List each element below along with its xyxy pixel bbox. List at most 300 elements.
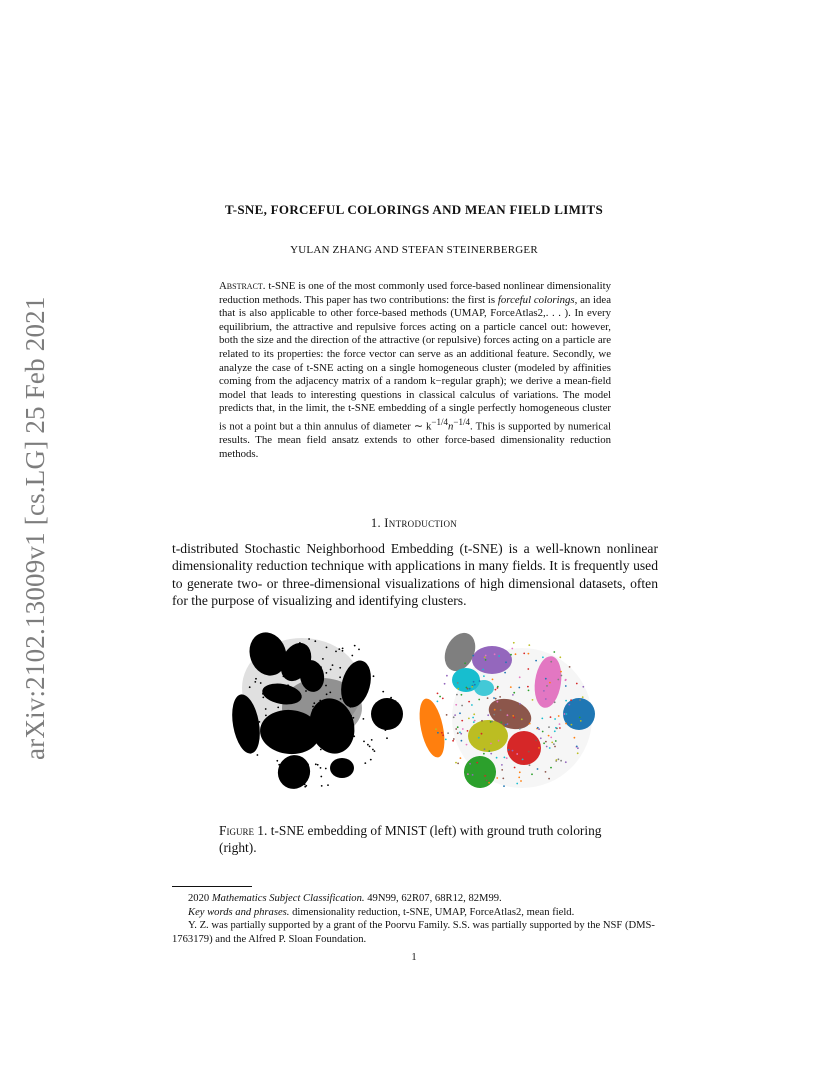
scatter-point (345, 724, 347, 726)
scatter-point (490, 721, 492, 723)
scatter-point (287, 653, 289, 655)
scatter-point (326, 672, 328, 674)
scatter-point (493, 714, 495, 716)
scatter-point (483, 753, 485, 755)
scatter-point (466, 687, 468, 689)
figure-1 (222, 628, 612, 798)
scatter-point (574, 737, 576, 739)
scatter-point (522, 759, 524, 761)
scatter-point (314, 708, 316, 710)
scatter-point (254, 681, 256, 683)
scatter-point (558, 715, 560, 717)
scatter-point (455, 704, 457, 706)
scatter-point (554, 701, 556, 703)
cluster-red (507, 731, 541, 765)
scatter-point (307, 764, 309, 766)
scatter-point (546, 685, 548, 687)
scatter-point (386, 737, 388, 739)
scatter-point (277, 707, 279, 709)
scatter-point (342, 650, 344, 652)
scatter-point (274, 661, 276, 663)
scatter-point (275, 690, 277, 692)
cluster-orange (415, 696, 449, 759)
scatter-point (504, 672, 506, 674)
scatter-point (501, 764, 503, 766)
scatter-point (455, 762, 457, 764)
scatter-point (262, 697, 264, 699)
scatter-point (505, 724, 507, 726)
scatter-point (487, 697, 489, 699)
scatter-point (308, 740, 310, 742)
scatter-point (557, 679, 559, 681)
scatter-point (535, 740, 537, 742)
scatter-point (472, 655, 474, 657)
scatter-point (347, 743, 349, 745)
scatter-point (325, 685, 327, 687)
scatter-point (554, 746, 556, 748)
scatter-point (501, 769, 503, 771)
scatter-point (367, 744, 369, 746)
scatter-point (365, 670, 367, 672)
paper-authors: YULAN ZHANG AND STEFAN STEINERBERGER (290, 244, 538, 256)
scatter-point (395, 700, 397, 702)
scatter-point (471, 686, 473, 688)
scatter-point (332, 664, 334, 666)
scatter-point (494, 653, 496, 655)
scatter-point (446, 675, 448, 677)
footnote-funding: Y. Z. was partially supported by a grant of the Poorvu Family. S.S. was partially supported by the NSF (DMS-1763179) and the Alfred P. Sloan Foundation. (172, 920, 655, 945)
scatter-point (478, 737, 480, 739)
scatter-point (565, 685, 567, 687)
scatter-point (518, 777, 520, 779)
scatter-point (358, 698, 360, 700)
scatter-point (288, 739, 290, 741)
scatter-point (485, 659, 487, 661)
scatter-point (548, 778, 550, 780)
scatter-point (274, 719, 276, 721)
scatter-point (549, 682, 551, 684)
scatter-point (320, 666, 322, 668)
footnote-rule (172, 886, 252, 887)
scatter-point (292, 657, 294, 659)
scatter-point (441, 732, 443, 734)
scatter-point (264, 721, 266, 723)
scatter-point (561, 675, 563, 677)
scatter-point (313, 681, 315, 683)
scatter-point (468, 718, 470, 720)
scatter-point (306, 648, 308, 650)
scatter-point (369, 746, 371, 748)
scatter-point (339, 667, 341, 669)
scatter-point (510, 654, 512, 656)
scatter-point (363, 741, 365, 743)
scatter-point (528, 653, 530, 655)
abstract (219, 280, 611, 461)
scatter-point (275, 652, 277, 654)
scatter-point (512, 715, 514, 717)
scatter-point (541, 718, 543, 720)
scatter-point (506, 757, 508, 759)
scatter-point (342, 648, 344, 650)
scatter-point (495, 689, 497, 691)
scatter-point (479, 680, 481, 682)
scatter-point (385, 729, 387, 731)
scatter-point (485, 655, 487, 657)
scatter-point (555, 727, 557, 729)
scatter-point (285, 722, 287, 724)
scatter-point (467, 730, 469, 732)
scatter-point (504, 757, 506, 759)
scatter-point (461, 720, 463, 722)
scatter-point (317, 764, 319, 766)
scatter-point (490, 753, 492, 755)
arxiv-identifier-stamp: arXiv:2102.13009v1 [cs.LG] 25 Feb 2021 (20, 296, 50, 760)
abstract-exponent-1: −1/4 (431, 416, 448, 427)
scatter-point (529, 723, 531, 725)
scatter-point (553, 651, 555, 653)
scatter-point (527, 686, 529, 688)
scatter-point (484, 748, 486, 750)
scatter-point (481, 733, 483, 735)
scatter-point (473, 721, 475, 723)
scatter-point (488, 750, 490, 752)
scatter-point (565, 679, 567, 681)
scatter-point (355, 667, 357, 669)
scatter-point (529, 764, 531, 766)
scatter-point (457, 763, 459, 765)
scatter-point (301, 769, 303, 771)
scatter-point (564, 713, 566, 715)
scatter-point (478, 699, 480, 701)
scatter-point (502, 778, 504, 780)
scatter-point (290, 661, 292, 663)
scatter-point (513, 692, 515, 694)
scatter-point (283, 676, 285, 678)
scatter-point (442, 734, 444, 736)
scatter-point (559, 727, 561, 729)
scatter-point (537, 727, 539, 729)
scatter-point (496, 757, 498, 759)
scatter-point (320, 749, 322, 751)
scatter-point (351, 655, 353, 657)
footnote-msc-label: Mathematics Subject Classification. (211, 893, 365, 904)
scatter-point (497, 701, 499, 703)
scatter-point (469, 763, 471, 765)
scatter-point (550, 661, 552, 663)
scatter-point (265, 715, 267, 717)
scatter-point (322, 658, 324, 660)
scatter-point (550, 737, 552, 739)
scatter-point (551, 742, 553, 744)
scatter-point (582, 696, 584, 698)
scatter-point (265, 654, 267, 656)
scatter-point (545, 698, 547, 700)
scatter-point (519, 771, 521, 773)
scatter-point (513, 717, 515, 719)
abstract-emphasis: forceful colorings (497, 293, 575, 306)
scatter-point (519, 676, 521, 678)
scatter-point (474, 684, 476, 686)
scatter-point (499, 696, 501, 698)
scatter-point (560, 760, 562, 762)
scatter-point (439, 696, 441, 698)
scatter-point (318, 742, 320, 744)
scatter-point (495, 698, 497, 700)
scatter-point (289, 759, 291, 761)
scatter-point (466, 744, 468, 746)
scatter-point (373, 675, 375, 677)
scatter-point (344, 743, 346, 745)
scatter-point (516, 753, 518, 755)
scatter-point (371, 739, 373, 741)
scatter-point (546, 746, 548, 748)
scatter-point (312, 709, 314, 711)
scatter-point (486, 780, 488, 782)
scatter-point (358, 649, 360, 651)
scatter-point (453, 738, 455, 740)
scatter-point (329, 692, 331, 694)
scatter-point (247, 742, 249, 744)
scatter-point (474, 720, 476, 722)
scatter-point (468, 701, 470, 703)
scatter-point (285, 698, 287, 700)
scatter-point (294, 784, 296, 786)
scatter-point (321, 743, 323, 745)
scatter-point (528, 690, 530, 692)
scatter-point (255, 678, 257, 680)
scatter-point (287, 684, 289, 686)
scatter-point (276, 760, 278, 762)
scatter-point (510, 686, 512, 688)
scatter-point (497, 686, 499, 688)
scatter-point (335, 651, 337, 653)
scatter-point (320, 776, 322, 778)
figure-label: Figure 1. (219, 823, 268, 838)
figure-1-caption (219, 822, 614, 856)
scatter-point (542, 731, 544, 733)
scatter-point (298, 650, 300, 652)
scatter-point (314, 640, 316, 642)
scatter-point (456, 694, 458, 696)
scatter-point (532, 699, 534, 701)
scatter-point (484, 775, 486, 777)
scatter-point (577, 747, 579, 749)
scatter-point (570, 699, 572, 701)
scatter-point (372, 749, 374, 751)
scatter-point (320, 767, 322, 769)
scatter-point (555, 740, 557, 742)
scatter-point (349, 740, 351, 742)
scatter-point (306, 685, 308, 687)
scatter-point (467, 773, 469, 775)
scatter-point (326, 693, 328, 695)
scatter-point (514, 767, 516, 769)
scatter-point (542, 656, 544, 658)
paper-title: T-SNE, FORCEFUL COLORINGS AND MEAN FIELD LIMITS (224, 202, 604, 217)
scatter-point (490, 743, 492, 745)
page-number: 1 (411, 952, 417, 963)
scatter-point (579, 717, 581, 719)
scatter-point (531, 773, 533, 775)
scatter-point (299, 642, 301, 644)
scatter-point (374, 750, 376, 752)
scatter-point (437, 693, 439, 695)
abstract-exponent-2: −1/4 (453, 416, 470, 427)
scatter-point (278, 764, 280, 766)
scatter-point (453, 716, 455, 718)
scatter-point (550, 716, 552, 718)
scatter-point (249, 686, 251, 688)
scatter-point (548, 726, 550, 728)
scatter-point (473, 713, 475, 715)
scatter-point (322, 740, 324, 742)
scatter-point (538, 747, 540, 749)
scatter-point (460, 733, 462, 735)
scatter-point (350, 715, 352, 717)
scatter-point (500, 709, 502, 711)
scatter-point (550, 767, 552, 769)
scatter-point (512, 694, 514, 696)
scatter-point (490, 727, 492, 729)
scatter-point (437, 732, 439, 734)
scatter-point (511, 648, 513, 650)
scatter-point (535, 660, 537, 662)
scatter-point (519, 703, 521, 705)
scatter-point (313, 702, 315, 704)
scatter-point (455, 728, 457, 730)
scatter-point (309, 737, 311, 739)
scatter-point (519, 726, 521, 728)
scatter-point (454, 714, 456, 716)
scatter-point (556, 759, 558, 761)
scatter-point (540, 737, 542, 739)
figure-caption-text: t-SNE embedding of MNIST (left) with ground truth coloring (right). (219, 823, 602, 855)
cluster-cyan-2 (474, 680, 494, 696)
scatter-point (576, 746, 578, 748)
scatter-point (319, 676, 321, 678)
scatter-point (568, 704, 570, 706)
scatter-point (508, 749, 510, 751)
scatter-point (500, 722, 502, 724)
scatter-point (446, 714, 448, 716)
scatter-point (512, 750, 514, 752)
scatter-point (354, 645, 356, 647)
scatter-point (294, 731, 296, 733)
scatter-point (461, 740, 463, 742)
scatter-point (527, 668, 529, 670)
scatter-point (537, 768, 539, 770)
scatter-point (507, 723, 509, 725)
tsne-embedding-colored (415, 628, 595, 793)
scatter-point (361, 689, 363, 691)
scatter-point (247, 709, 249, 711)
scatter-point (282, 645, 284, 647)
scatter-point (249, 721, 251, 723)
scatter-point (472, 717, 474, 719)
scatter-point (276, 696, 278, 698)
scatter-point (274, 665, 276, 667)
scatter-point (325, 768, 327, 770)
scatter-point (559, 656, 561, 658)
scatter-point (240, 725, 242, 727)
scatter-point (543, 690, 545, 692)
scatter-point (565, 761, 567, 763)
footnote-keywords-text: dimensionality reduction, t-SNE, UMAP, ForceAtlas2, mean field. (292, 906, 575, 918)
scatter-point (442, 698, 444, 700)
scatter-point (326, 647, 328, 649)
scatter-point (544, 704, 546, 706)
scatter-point (498, 655, 500, 657)
scatter-point (520, 780, 522, 782)
scatter-point (303, 682, 305, 684)
scatter-point (388, 726, 390, 728)
scatter-point (300, 651, 302, 653)
footnotes (172, 892, 658, 946)
scatter-point (515, 653, 517, 655)
scatter-point (315, 763, 317, 765)
scatter-point (294, 692, 296, 694)
scatter-point (330, 669, 332, 671)
scatter-point (291, 740, 293, 742)
scatter-point (285, 749, 287, 751)
scatter-point (340, 698, 342, 700)
scatter-point (322, 710, 324, 712)
scatter-point (327, 784, 329, 786)
scatter-point (296, 674, 298, 676)
section-heading-introduction: 1. Introduction (370, 516, 458, 530)
scatter-point (292, 724, 294, 726)
tsne-embedding-black (228, 628, 403, 793)
scatter-point (382, 691, 384, 693)
footnote-keywords-label: Key words and phrases. (188, 906, 290, 918)
scatter-point (319, 700, 321, 702)
scatter-point (503, 785, 505, 787)
scatter-point (576, 683, 578, 685)
scatter-point (559, 723, 561, 725)
scatter-point (286, 736, 288, 738)
scatter-point (300, 658, 302, 660)
scatter-point (571, 724, 573, 726)
scatter-point (334, 768, 336, 770)
scatter-point (554, 718, 556, 720)
scatter-point (305, 690, 307, 692)
scatter-point (390, 697, 392, 699)
scatter-point (395, 713, 397, 715)
scatter-point (298, 750, 300, 752)
scatter-point (265, 708, 267, 710)
scatter-point (447, 732, 449, 734)
footnote-msc (172, 892, 658, 906)
scatter-point (469, 688, 471, 690)
introduction-paragraph: t-distributed Stochastic Neighborhood Embedding (t-SNE) is a well-known nonlinear dimensionality reduction technique with applications in many fields. It is frequently used to generate two- or three-dimensional visualizations of high dimensional datasets, often for the purpose of visualizing and identifying clusters. (172, 541, 658, 608)
scatter-point (295, 694, 297, 696)
scatter-point (528, 751, 530, 753)
scatter-point (553, 743, 555, 745)
scatter-point (464, 662, 466, 664)
scatter-point (513, 642, 515, 644)
scatter-point (579, 699, 581, 701)
scatter-point (257, 754, 259, 756)
scatter-point (338, 648, 340, 650)
scatter-point (314, 729, 316, 731)
scatter-point (323, 718, 325, 720)
scatter-point (554, 730, 556, 732)
scatter-point (302, 732, 304, 734)
scatter-point (363, 718, 365, 720)
abstract-text-3: . This is supported by numerical results. The mean field ansatz extends to other force-based dimensionality reduction methods. (219, 420, 611, 460)
scatter-point (452, 740, 454, 742)
scatter-point (260, 682, 262, 684)
